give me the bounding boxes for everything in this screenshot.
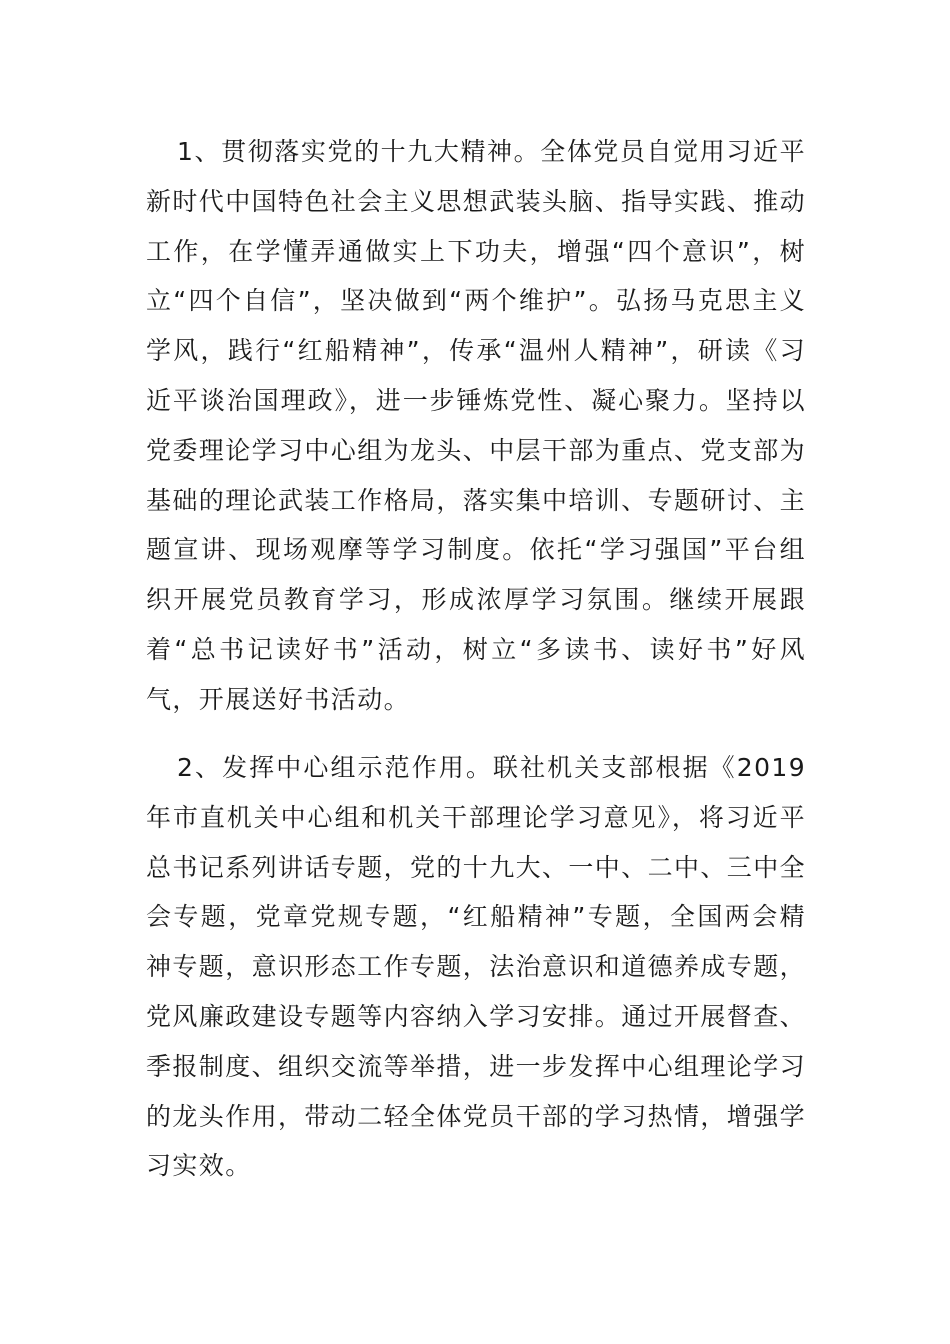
paragraph-1: 1、贯彻落实党的十九大精神。全体党员自觉用习近平新时代中国特色社会主义思想武装头脑、指导实践、推动工作，在学懂弄通做实上下功夫，增强“四个意识”，树立“四个自信”，坚决做到“两个维护”。弘扬马克思主义学风，践行“红船精神”，传承“温州人精神”，研读《习近平谈治国理政》，进一步锤炼党性、凝心聚力。坚持以党委理论学习中心组为龙头、中层干部为重点、党支部为基础的理论武装工作格局，落实集中培训、专题研讨、主题宣讲、现场观摩等学习制度。依托“学习强国”平台组织开展党员教育学习，形成浓厚学习氛围。继续开展跟着“总书记读好书”活动，树立“多读书、读好书”好风气，开展送好书活动。 <box>146 137 807 714</box>
paragraph-2: 2、发挥中心组示范作用。联社机关支部根据《2019年市直机关中心组和机关干部理论学习意见》，将习近平总书记系列讲话专题，党的十九大、一中、二中、三中全会专题，党章党规专题，“红船精神”专题，全国两会精神专题，意识形态工作专题，法治意识和道德养成专题，党风廉政建设专题等内容纳入学习安排。通过开展督查、季报制度、组织交流等举措，进一步发挥中心组理论学习的龙头作用，带动二轻全体党员干部的学习热情，增强学习实效。 <box>146 753 807 1181</box>
